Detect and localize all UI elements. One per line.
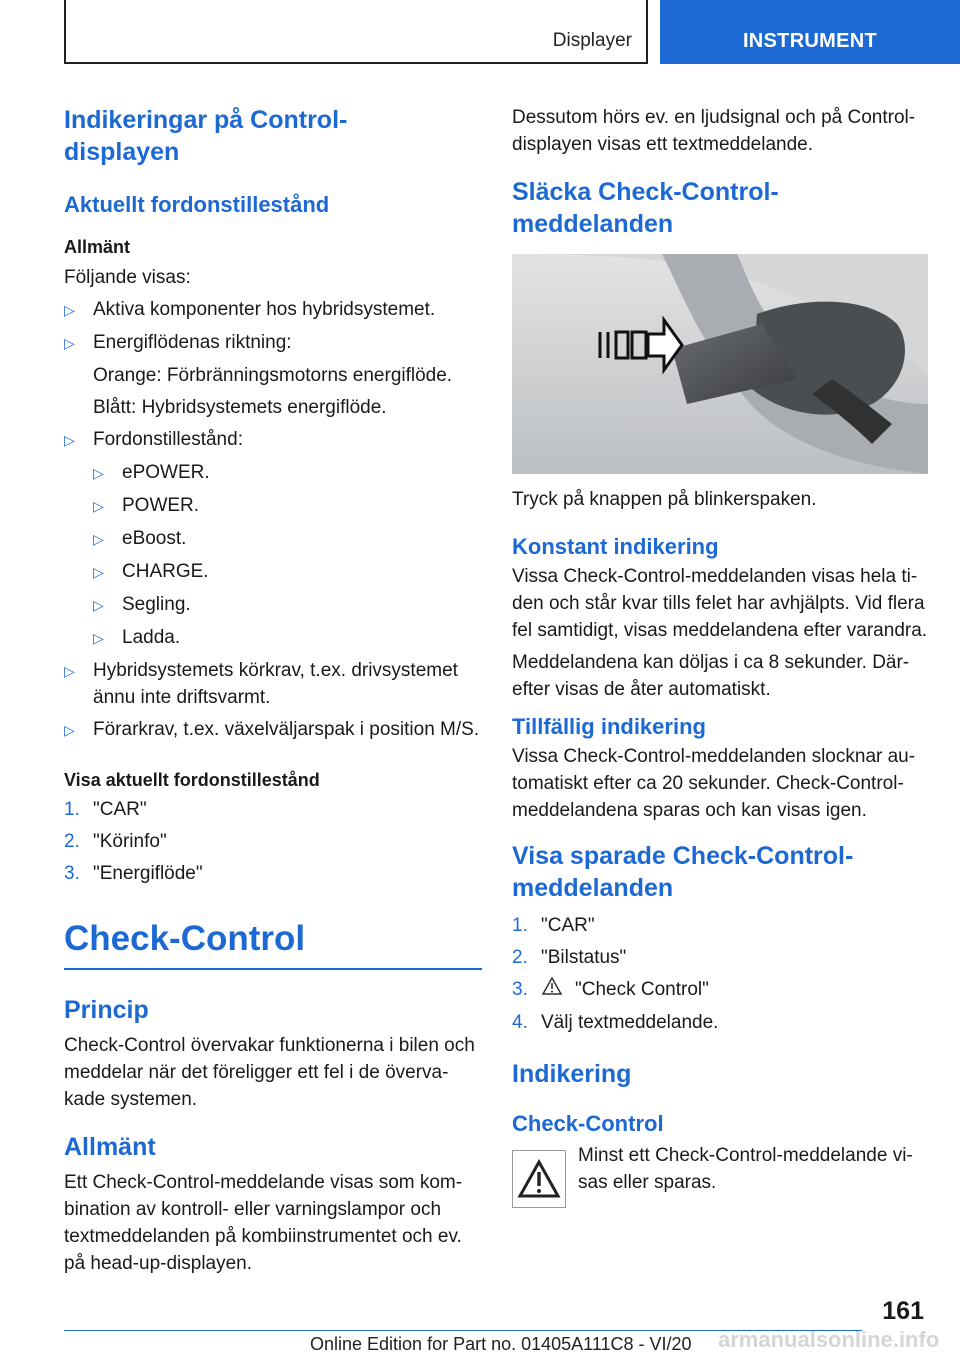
warning-note	[512, 1142, 928, 1206]
list-item: ▷ Fordonstillestånd:	[64, 426, 482, 454]
text-konstant-1: Vissa Check-Control-meddelanden visas hela ti-den och står kvar tills felet har avhjälpts. Vid flera fel samtidigt, visas meddelandena efter varandra.	[512, 566, 928, 641]
list-item: ▷ ePOWER.	[64, 459, 482, 487]
heading-check-control: Check-Control	[64, 919, 306, 958]
heading-visa-sparade: Visa sparade Check-Control-meddelanden	[512, 842, 854, 902]
list-item-detail: Orange: Förbränningsmotorns energiflöde.	[93, 365, 453, 386]
triangle-bullet-icon: ▷	[93, 531, 104, 547]
triangle-bullet-icon: ▷	[93, 597, 104, 613]
footer-edition: Online Edition for Part no. 01405A111C8 - VI/20	[310, 1334, 692, 1354]
subheading-visa: Visa aktuellt fordonstillestånd	[64, 770, 320, 790]
turn-signal-lever-image	[512, 254, 928, 474]
heading-tillfallig: Tillfällig indikering	[512, 714, 706, 739]
triangle-bullet-icon: ▷	[64, 302, 75, 318]
list-item: ▷ Segling.	[64, 591, 482, 619]
step-item: 3. "Energiflöde"	[64, 863, 203, 884]
list-item: ▷ Energiflödenas riktning:	[64, 329, 482, 357]
header-section-box	[64, 0, 648, 64]
triangle-bullet-icon: ▷	[64, 722, 75, 738]
list-item: ▷ Förarkrav, t.ex. växelväljarspak i position M/S.	[64, 716, 482, 744]
heading-princip: Princip	[64, 996, 149, 1024]
heading-rule	[64, 968, 482, 970]
heading-indikeringar: Indikeringar på Control-displayen	[64, 106, 348, 166]
triangle-bullet-icon: ▷	[93, 630, 104, 646]
header-chapter-tab[interactable]: INSTRUMENT	[660, 0, 960, 64]
text-allmant: Ett Check-Control-meddelande visas som kom-bination av kontroll- eller varningslampor och textmeddelanden på kombiinstrumentet och ev. på head-up-displayen.	[64, 1172, 463, 1274]
image-caption: Tryck på knappen på blinkerspaken.	[512, 489, 817, 510]
subheading-allmant: Allmänt	[64, 237, 131, 257]
page-number: 161	[882, 1297, 924, 1325]
warning-box	[512, 1150, 566, 1208]
left-column	[64, 104, 482, 1277]
heading-aktuellt: Aktuellt fordonstillestånd	[64, 192, 330, 217]
triangle-bullet-icon: ▷	[64, 335, 75, 351]
list-item: ▷ Hybridsystemets körkrav, t.ex. drivsystemet ännu inte driftsvarmt.	[64, 657, 482, 711]
step-item: 1. "CAR"	[512, 915, 595, 936]
triangle-bullet-icon: ▷	[93, 564, 104, 580]
heading-slacka: Släcka Check-Control-meddelanden	[512, 178, 779, 238]
list-item: ▷ eBoost.	[64, 525, 482, 553]
text-dessutom: Dessutom hörs ev. en ljudsignal och på Control-displayen visas ett textmeddelande.	[512, 107, 916, 155]
list-item-detail: Blått: Hybridsystemets energiflöde.	[93, 397, 387, 418]
text-foljande: Följande visas:	[64, 267, 191, 288]
warning-triangle-icon	[541, 976, 575, 1004]
heading-indikering: Indikering	[512, 1060, 632, 1088]
step-item: 1. "CAR"	[64, 799, 147, 820]
step-item: 2. "Bilstatus"	[512, 947, 627, 968]
heading-allmant: Allmänt	[64, 1133, 156, 1161]
right-column	[512, 104, 928, 1206]
text-tillfallig: Vissa Check-Control-meddelanden slocknar au-tomatiskt efter ca 20 sekunder. Check-Control-meddelandena sparas och kan visas igen.	[512, 746, 916, 821]
triangle-bullet-icon: ▷	[64, 663, 75, 679]
list-item: ▷ Ladda.	[64, 624, 482, 652]
list-item: ▷ CHARGE.	[64, 558, 482, 586]
list-item: ▷ Aktiva komponenter hos hybridsystemet.	[64, 296, 482, 324]
text-konstant-2: Meddelandena kan döljas i ca 8 sekunder. Där-efter visas de åter automatiskt.	[512, 652, 910, 700]
text-cc: Minst ett Check-Control-meddelande vi-sas eller sparas.	[578, 1145, 913, 1193]
step-item: 2. "Körinfo"	[64, 831, 167, 852]
step-item: 3. "Check Control"	[512, 976, 928, 1004]
header-section-label: Displayer	[552, 30, 632, 51]
triangle-bullet-icon: ▷	[93, 465, 104, 481]
triangle-bullet-icon: ▷	[64, 432, 75, 448]
heading-konstant: Konstant indikering	[512, 534, 719, 559]
triangle-bullet-icon: ▷	[93, 498, 104, 514]
list-item: ▷ POWER.	[64, 492, 482, 520]
step-item: 4. Välj textmeddelande.	[512, 1012, 719, 1033]
watermark: armanualsonline.info	[718, 1327, 940, 1352]
text-princip: Check-Control övervakar funktionerna i bilen och meddelar när det föreligger ett fel i de överva-kade systemen.	[64, 1035, 475, 1110]
heading-cc: Check-Control	[512, 1111, 664, 1136]
warning-triangle-icon	[517, 1159, 561, 1199]
